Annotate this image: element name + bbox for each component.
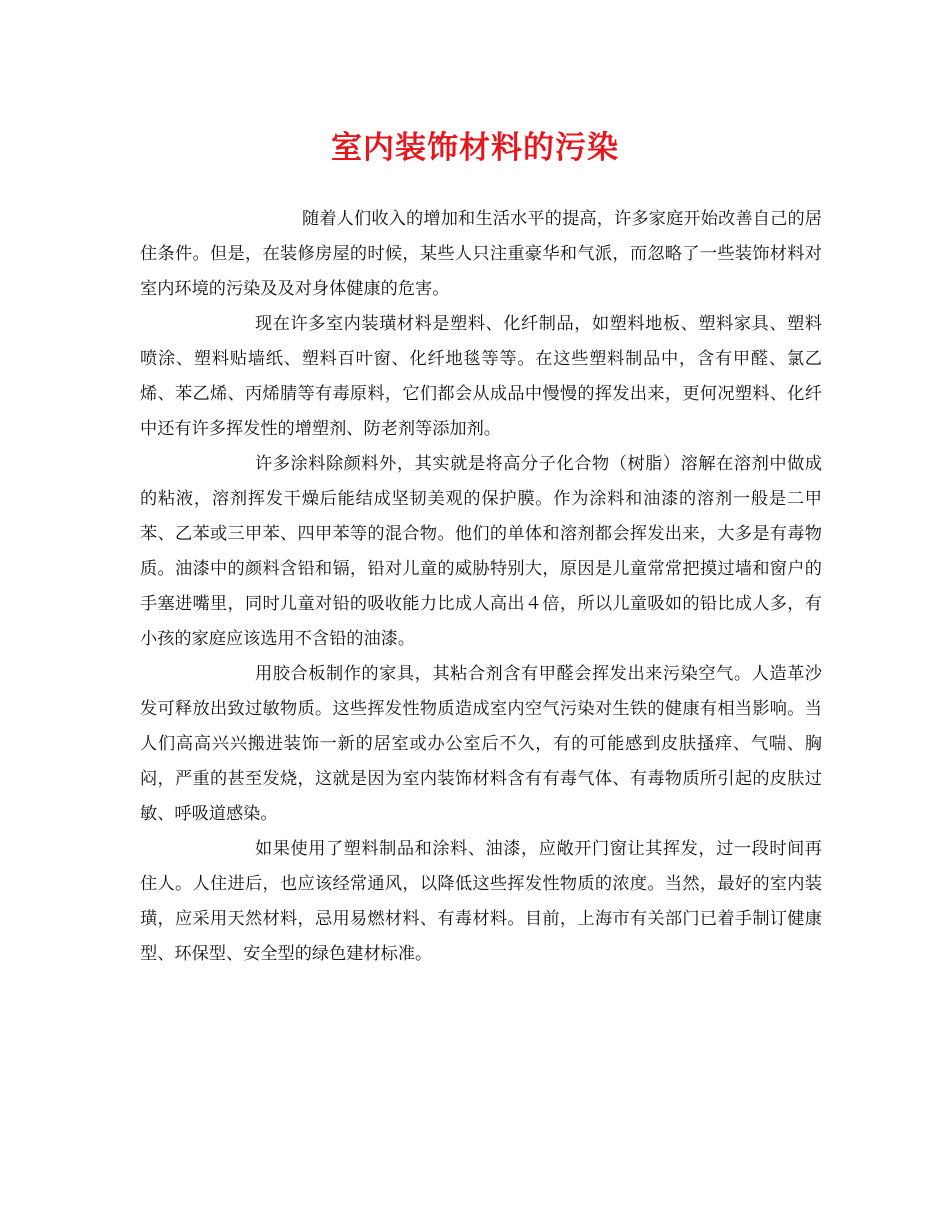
paragraph-4: 用胶合板制作的家具，其粘合剂含有甲醛会挥发出来污染空气。人造革沙发可释放出致过敏物质。这些挥发性物质造成室内空气污染对生铁的健康有相当影响。当人们高高兴兴搬进装饰一新的居室或办公室后不久，有的可能感到皮肤搔痒、气喘、胸闷，严重的甚至发烧，这就是因为室内装饰材料含有有毒气体、有毒物质所引起的皮肤过敏、呼吸道感染。 xyxy=(140,664,822,824)
paragraph-1: 随着人们收入的增加和生活水平的提高，许多家庭开始改善自己的居住条件。但是，在装修房屋的时候，某些人只注重豪华和气派，而忽略了一些装饰材料对室内环境的污染及及对身体健康的危害。 xyxy=(140,209,822,299)
paragraph-2: 现在许多室内装璜材料是塑料、化纤制品，如塑料地板、塑料家具、塑料喷涂、塑料贴墙纸、塑料百叶窗、化纤地毯等等。在这些塑料制品中，含有甲醛、氯乙烯、苯乙烯、丙烯腈等有毒原料，它们都会从成品中慢慢的挥发出来，更何况塑料、化纤中还有许多挥发性的增塑剂、防老剂等添加剂。 xyxy=(140,314,822,439)
page-title: 室内装饰材料的污染 xyxy=(331,130,619,166)
document-body xyxy=(140,202,822,972)
paragraph-5: 如果使用了塑料制品和涂料、油漆，应敞开门窗让其挥发，过一段时间再住人。人住进后，也应该经常通风，以降低这些挥发性物质的浓度。当然，最好的室内装璜，应采用天然材料，忌用易燃材料、有毒材料。目前，上海市有关部门已着手制订健康型、环保型、安全型的绿色建材标准。 xyxy=(140,839,822,964)
paragraph-3: 许多涂料除颜料外，其实就是将高分子化合物（树脂）溶解在溶剂中做成的粘液，溶剂挥发干燥后能结成坚韧美观的保护膜。作为涂料和油漆的溶剂一般是二甲苯、乙苯或三甲苯、四甲苯等的混合物。他们的单体和溶剂都会挥发出来，大多是有毒物质。油漆中的颜料含铅和镉，铅对儿童的威胁特别大，原因是儿童常常把摸过墙和窗户的手塞进嘴里，同时儿童对铅的吸收能力比成人高出４倍，所以儿童吸如的铅比成人多，有小孩的家庭应该选用不含铅的油漆。 xyxy=(140,454,822,649)
